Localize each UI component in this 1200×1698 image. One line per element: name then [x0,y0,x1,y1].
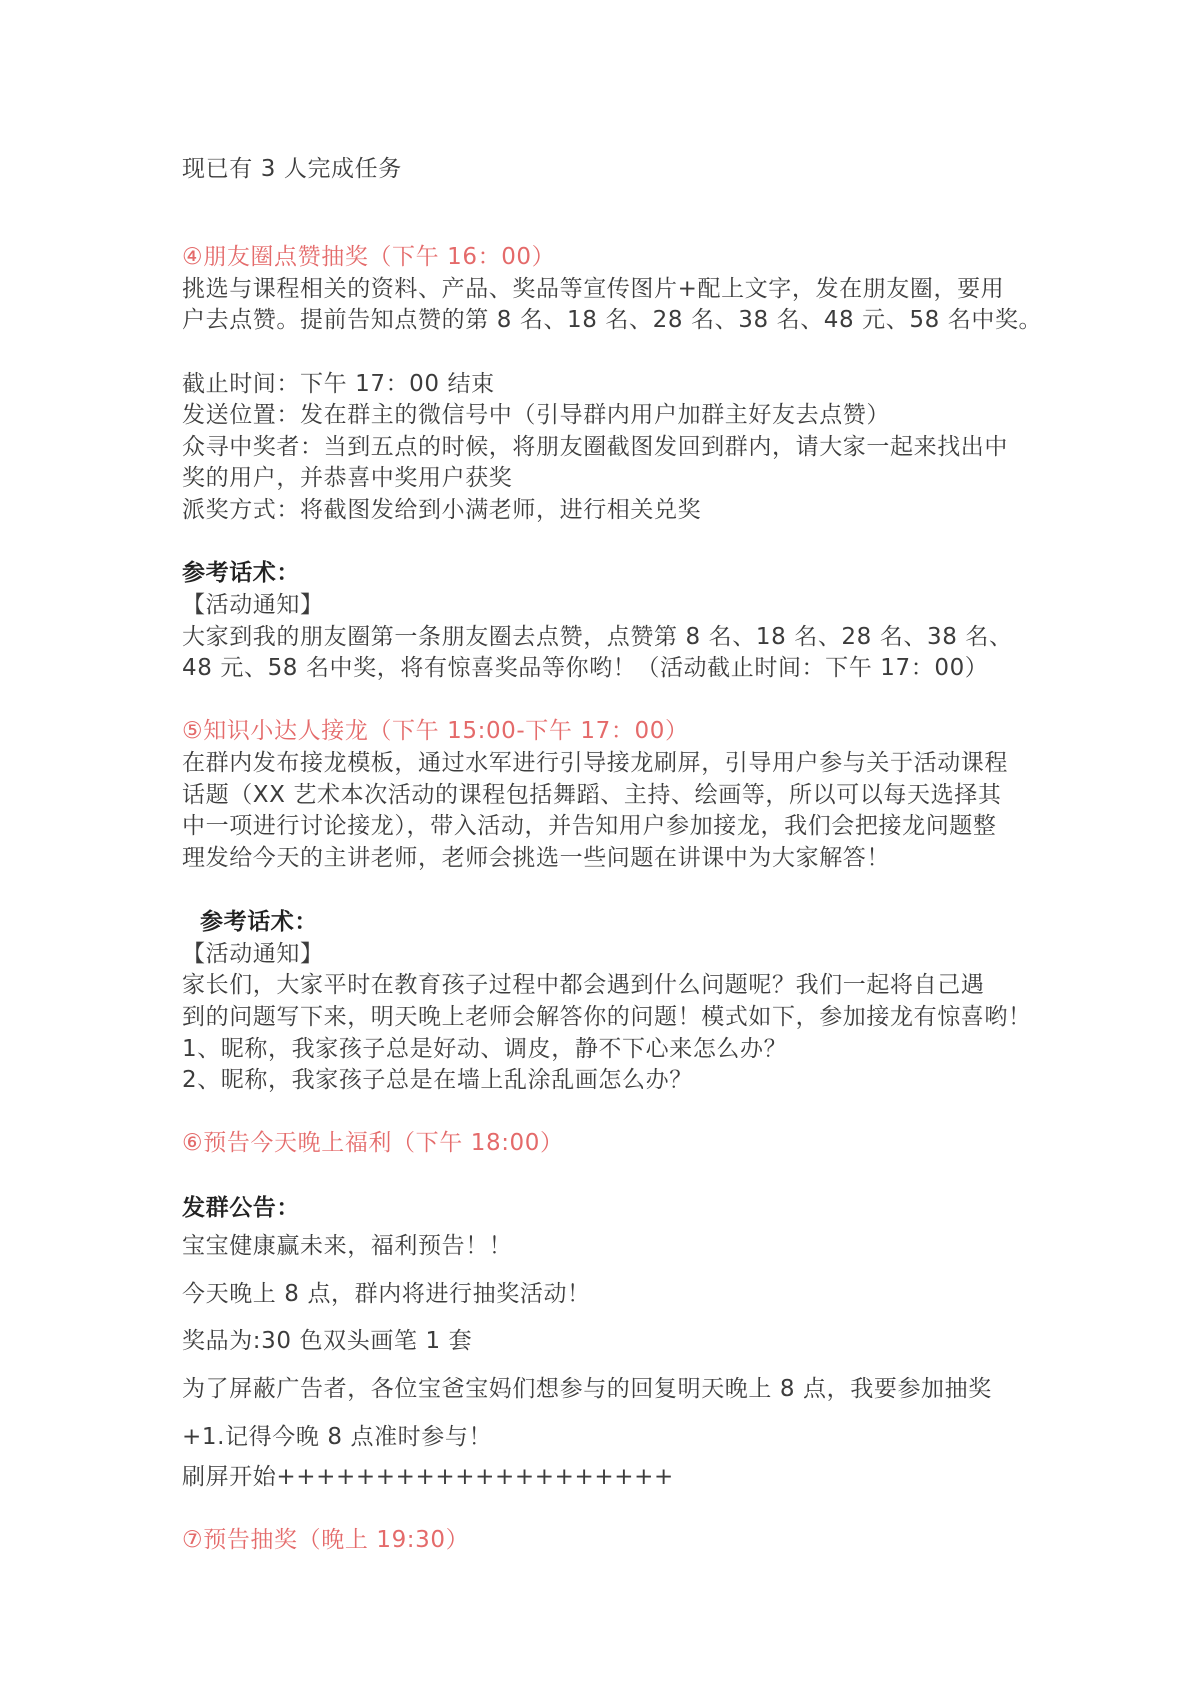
section-5-body-line: 话题（XX 艺术本次活动的课程包括舞蹈、主持、绘画等，所以可以每天选择其 [182,782,1002,808]
intro-text: 现已有 3 人完成任务 [182,156,402,182]
section-4-body-line: 挑选与课程相关的资料、产品、奖品等宣传图片+配上文字，发在朋友圈，要用 [182,276,1005,302]
notice-line: 到的问题写下来，明天晚上老师会解答你的问题！模式如下，参加接龙有惊喜哟！ [182,1004,1032,1030]
section-5-body-line: 在群内发布接龙模板，通过水军进行引导接龙刷屏，引导用户参与关于活动课程 [182,750,1008,776]
notice-line: 家长们，大家平时在教育孩子过程中都会遇到什么问题呢？我们一起将自己遇 [182,972,985,998]
announce-line: 为了屏蔽广告者，各位宝爸宝妈们想参与的回复明天晚上 8 点，我要参加抽奖 [182,1376,992,1402]
announce-line: 奖品为:30 色双头画笔 1 套 [182,1328,473,1354]
notice-line: 1、昵称，我家孩子总是好动、调皮，静不下心来怎么办？ [182,1036,788,1062]
notice-label: 【活动通知】 [182,592,324,618]
notice-label: 【活动通知】 [182,941,324,967]
announce-line: 今天晚上 8 点，群内将进行抽奖活动！ [182,1281,591,1307]
detail-deadline: 截止时间：下午 17：00 结束 [182,371,495,397]
script-title: 参考话术： [200,909,318,935]
notice-line: 48 元、58 名中奖，将有惊喜奖品等你哟！（活动截止时间：下午 17：00） [182,655,989,681]
detail-winner-cont: 奖的用户，并恭喜中奖用户获奖 [182,465,513,491]
detail-award: 派奖方式：将截图发给到小满老师，进行相关兑奖 [182,497,702,523]
section-4-heading: ④朋友圈点赞抽奖（下午 16：00） [182,244,556,270]
detail-winner: 众寻中奖者：当到五点的时候，将朋友圈截图发回到群内，请大家一起来找出中 [182,434,1008,460]
announce-title: 发群公告： [182,1195,300,1221]
section-5-heading: ⑤知识小达人接龙（下午 15:00-下午 17：00） [182,718,689,744]
section-7-heading: ⑦预告抽奖（晚上 19:30） [182,1527,470,1553]
section-4-body-line: 户去点赞。提前告知点赞的第 8 名、18 名、28 名、38 名、48 元、58 名中奖。 [182,307,1043,333]
notice-line: 大家到我的朋友圈第一条朋友圈去点赞，点赞第 8 名、18 名、28 名、38 名、 [182,624,1013,650]
announce-line: +1.记得今晚 8 点准时参与！ [182,1424,493,1450]
section-5-body-line: 理发给今天的主讲老师，老师会挑选一些问题在讲课中为大家解答！ [182,845,890,871]
announce-line: 宝宝健康赢未来，福利预告！！ [182,1233,513,1259]
announce-line: 刷屏开始++++++++++++++++++++ [182,1464,674,1490]
notice-line: 2、昵称，我家孩子总是在墙上乱涂乱画怎么办？ [182,1067,693,1093]
script-title: 参考话术： [182,560,300,586]
detail-location: 发送位置：发在群主的微信号中（引导群内用户加群主好友去点赞） [182,402,890,428]
section-5-body-line: 中一项进行讨论接龙），带入活动，并告知用户参加接龙，我们会把接龙问题整 [182,813,997,839]
section-6-heading: ⑥预告今天晚上福利（下午 18:00） [182,1130,564,1156]
